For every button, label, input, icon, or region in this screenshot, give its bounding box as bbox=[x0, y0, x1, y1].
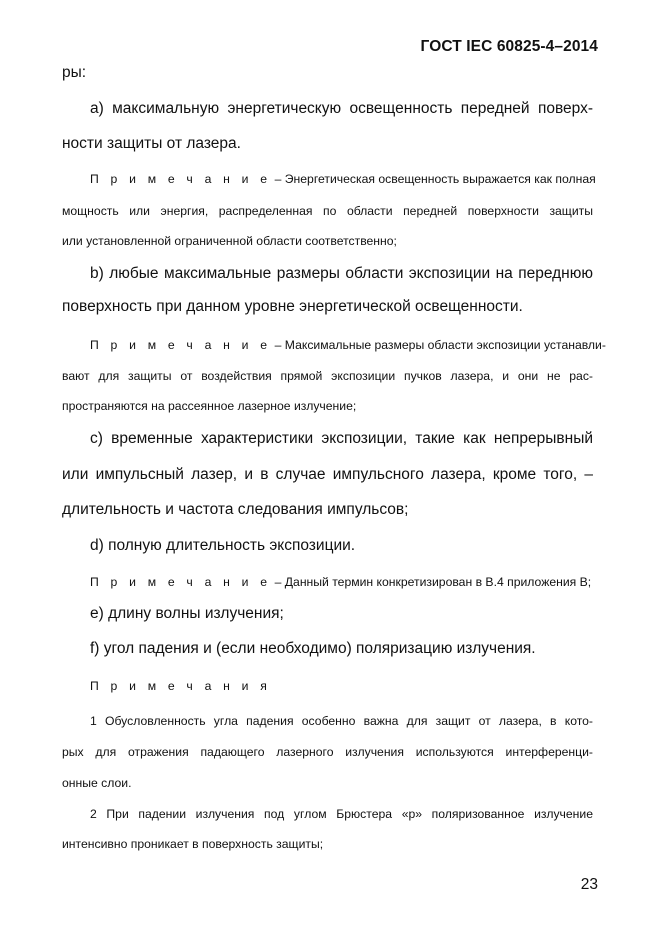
note-text: – Данный термин конкретизирован в В.4 приложения В; bbox=[274, 575, 592, 589]
numbered-note-1-line: рых для отражения падающего лазерного излучения используются интерференци- bbox=[62, 745, 593, 759]
note-2-line: пространяются на рассеянное лазерное излучение; bbox=[62, 399, 357, 413]
list-item-d-line: d) полную длительность экспозиции. bbox=[90, 537, 356, 554]
list-item-c-line: или импульсный лазер, и в случае импульсного лазера, кроме того, – bbox=[62, 466, 593, 483]
numbered-note-1-line: онные слои. bbox=[62, 776, 132, 790]
list-item-a-line: ности защиты от лазера. bbox=[62, 135, 241, 152]
list-item-b-line: поверхность при данном уровне энергетической освещенности. bbox=[62, 298, 523, 315]
numbered-note-2-line: 2 При падении излучения под углом Брюстера «р» поляризованное излучение bbox=[90, 807, 593, 821]
note-label: П р и м е ч а н и е bbox=[90, 338, 272, 352]
page-number: 23 bbox=[580, 876, 598, 893]
page-header-standard: ГОСТ IEC 60825-4–2014 bbox=[420, 38, 598, 55]
text-line: ры: bbox=[62, 64, 87, 81]
note-text: – Энергетическая освещенность выражается как полная bbox=[274, 172, 596, 186]
note-1-line bbox=[90, 172, 596, 186]
list-item-a-line: а) максимальную энергетическую освещенность передней поверх- bbox=[90, 100, 593, 117]
list-item-c-line: длительность и частота следования импульсов; bbox=[62, 501, 409, 518]
list-item-c-line: с) временные характеристики экспозиции, такие как непрерывный bbox=[90, 430, 593, 447]
note-text: – Максимальные размеры области экспозиции устанавли- bbox=[274, 338, 606, 352]
note-2-line: вают для защиты от воздействия прямой экспозиции пучков лазера, и они не рас- bbox=[62, 369, 593, 383]
numbered-note-2-line: интенсивно проникает в поверхность защиты; bbox=[62, 837, 324, 851]
list-item-f-line: f) угол падения и (если необходимо) поляризацию излучения. bbox=[90, 640, 536, 657]
note-1-line: мощность или энергия, распределенная по области передней поверхности защиты bbox=[62, 204, 593, 218]
list-item-b-line: b) любые максимальные размеры области экспозиции на переднюю bbox=[90, 265, 593, 282]
list-item-e-line: е) длину волны излучения; bbox=[90, 605, 284, 622]
note-label: П р и м е ч а н и е bbox=[90, 172, 272, 186]
numbered-note-1-line: 1 Обусловленность угла падения особенно важна для защит от лазера, в кото- bbox=[90, 714, 593, 728]
note-2-line bbox=[90, 338, 606, 352]
note-3-line bbox=[90, 575, 621, 589]
note-1-line: или установленной ограниченной области соответственно; bbox=[62, 234, 397, 248]
notes-heading: П р и м е ч а н и я bbox=[90, 679, 272, 693]
note-label: П р и м е ч а н и е bbox=[90, 575, 272, 589]
